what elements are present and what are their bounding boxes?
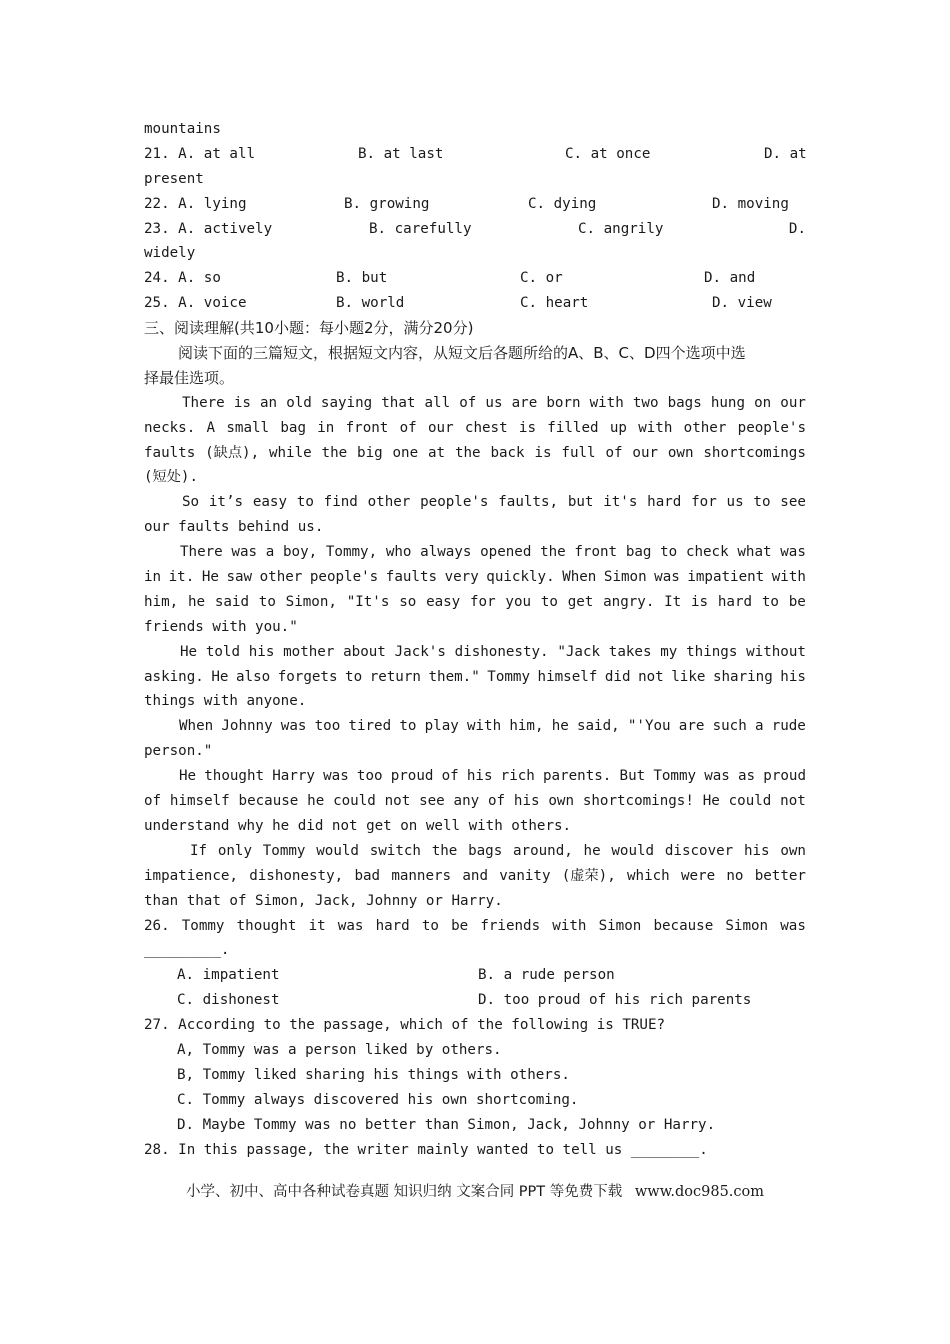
passage-line: things with anyone. [144,693,307,710]
option: B. carefully [369,220,472,237]
passage-line: necks. A small bag in front of our chest is filled up with other people's [144,419,806,436]
option: A, Tommy was a person liked by others. [177,1041,502,1058]
instructions: 择最佳选项。 [144,368,235,387]
footer-url: www.doc985.com [634,1184,765,1200]
passage-line: If only Tommy would switch the bags around, he would discover his own [190,842,806,859]
passage-line: understand why he did not get on well with others. [144,817,572,834]
page-footer [0,1180,950,1201]
option: B, Tommy liked sharing his things with others. [177,1066,570,1083]
passage-line: person." [144,743,213,760]
option-row-26 [144,963,806,988]
option-row-22 [144,192,806,217]
option: C. or [520,270,563,287]
passage-line: asking. He also forgets to return them." Tommy himself did not like sharing his [144,668,806,685]
answer-blank: _________. [144,942,230,959]
text-line: mountains [144,121,221,137]
option: C. angrily [578,220,664,237]
option: C. dishonest [177,992,280,1009]
passage-line: our faults behind us. [144,519,324,536]
option: 25. A. voice [144,295,247,312]
passage-line: There was a boy, Tommy, who always opened the front bag to check what was [180,544,806,561]
option: B. but [336,270,388,287]
passage-line: So it’s easy to find other people's faults, but it's hard for us to see [182,494,806,511]
option: D. view [712,295,772,312]
option: D. too proud of his rich parents [478,992,752,1009]
option: B. world [336,295,405,312]
instructions: 阅读下面的三篇短文，根据短文内容，从短文后各题所给的A、B、C、D四个选项中选 [178,344,746,363]
option: A. impatient [177,967,280,984]
passage-line: He told his mother about Jack's dishonesty. "Jack takes my things without [180,643,806,660]
question-26: 26. Tommy thought it was hard to be friends with Simon because Simon was [144,917,806,934]
passage-line: than that of Simon, Jack, Johnny or Harry. [144,892,503,909]
option: 21. A. at all [144,145,256,162]
option-row-21 [144,142,806,167]
passage-line: in it. He saw other people's faults very quickly. When Simon was impatient with [144,569,806,586]
option: C. dying [528,195,597,212]
option: D. moving [712,195,789,212]
section-heading: 三、阅读理解(共10小题：每小题2分，满分20分) [144,319,474,338]
passage-line: faults (缺点), while the big one at the back is full of our own shortcomings [144,444,806,461]
text-line: widely [144,245,196,262]
option: B. growing [344,195,430,212]
option: D. [788,220,806,237]
option: B. at last [358,145,444,162]
option: 24. A. so [144,270,221,287]
question-27: 27. According to the passage, which of the following is TRUE? [144,1017,666,1034]
option: 23. A. actively [144,220,273,237]
option-row-23 [144,217,806,242]
option: D. at [764,145,807,162]
passage-line: impatience, dishonesty, bad manners and vanity (虚荣), which were no better [144,867,806,884]
option-row-24 [144,266,806,291]
option: D. and [704,270,756,287]
footer-text: 小学、初中、高中各种试卷真题 知识归纳 文案合同 PPT 等免费下载 [185,1184,623,1200]
document-page [144,117,806,1162]
passage-line: friends with you." [144,618,298,635]
option: C. at once [565,145,651,162]
passage-line: him, he said to Simon, "It's so easy for you to get angry. It is hard to be [144,593,806,610]
passage-line: of himself because he could not see any of his own shortcomings! He could not [144,793,806,810]
option: C. Tommy always discovered his own shortcoming. [177,1091,579,1108]
option: 22. A. lying [144,195,247,212]
option: D. Maybe Tommy was no better than Simon, Jack, Johnny or Harry. [177,1116,716,1133]
passage-line: When Johnny was too tired to play with him, he said, "'You are such a rude [179,718,806,735]
passage-line: There is an old saying that all of us are born with two bags hung on our [182,394,806,411]
option: C. heart [520,295,589,312]
passage-line: He thought Harry was too proud of his rich parents. But Tommy was as proud [179,768,806,785]
question-28: 28. In this passage, the writer mainly wanted to tell us ________. [144,1141,708,1158]
option-row-26 [144,988,806,1013]
text-line: present [144,170,204,187]
option: B. a rude person [478,967,615,984]
passage-line: (短处). [144,469,198,486]
option-row-25 [144,291,806,316]
